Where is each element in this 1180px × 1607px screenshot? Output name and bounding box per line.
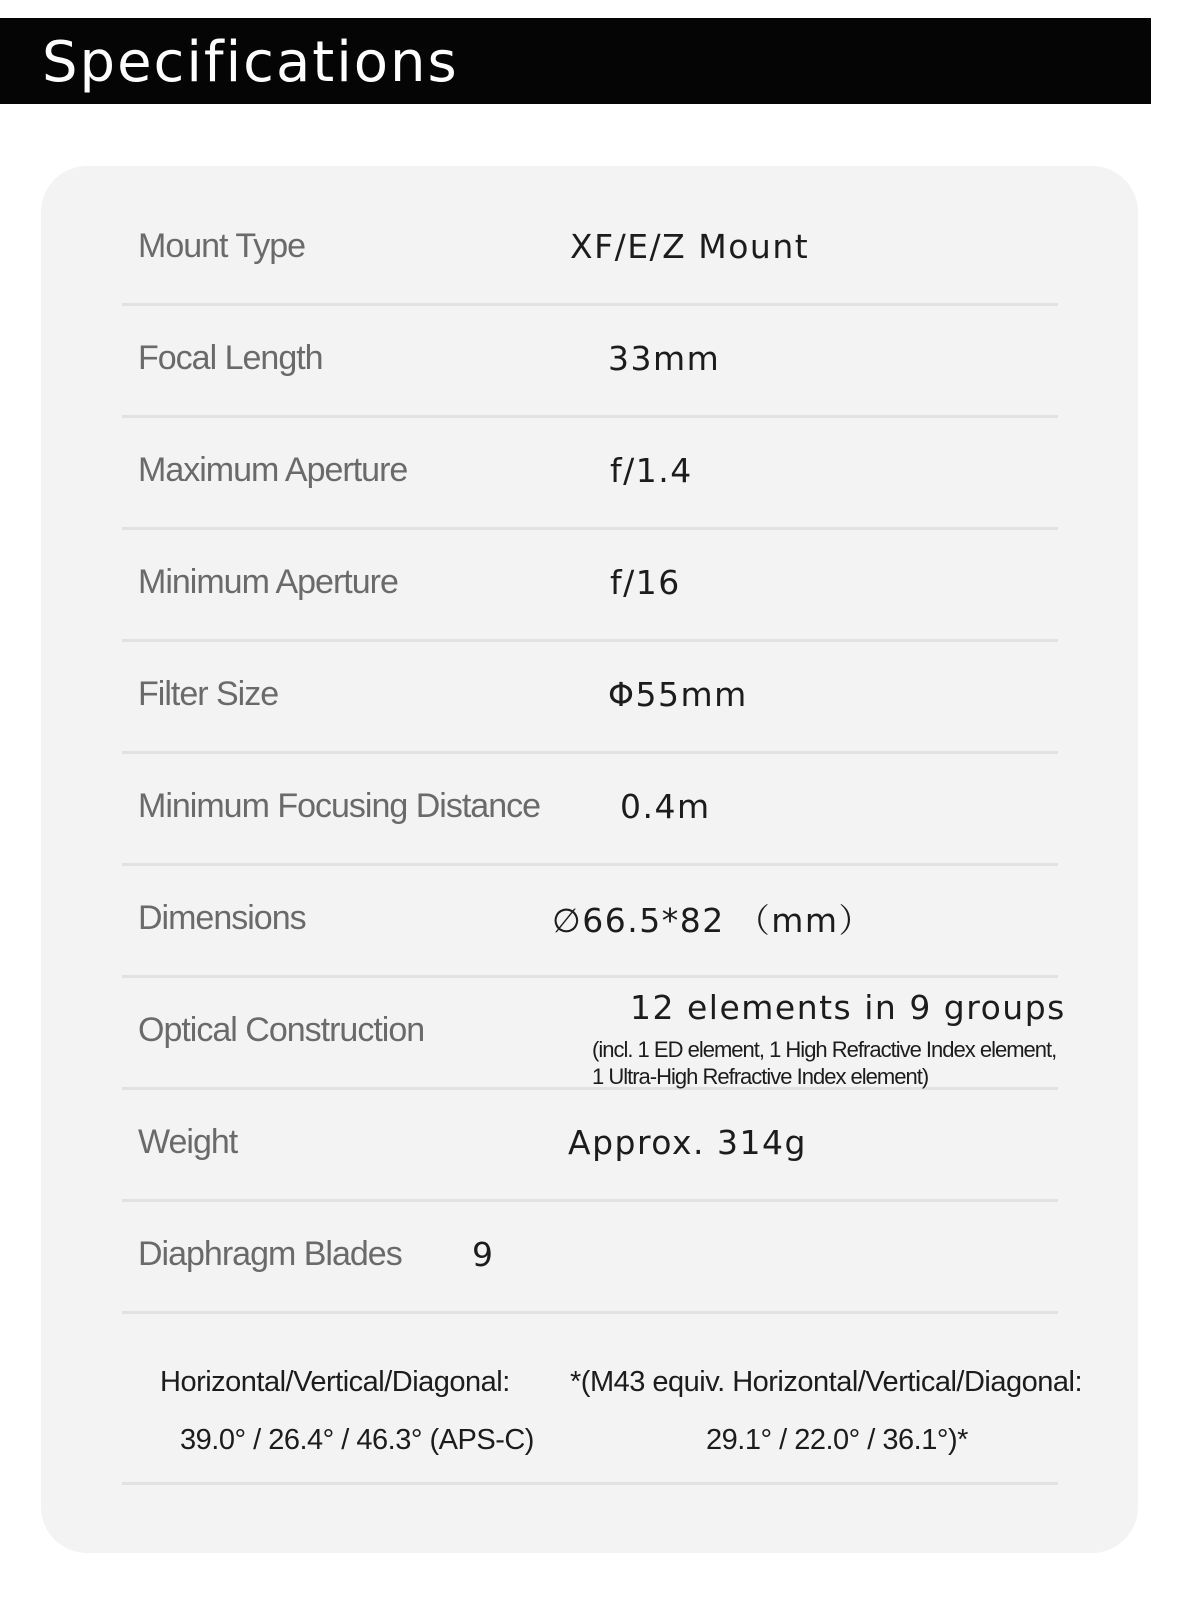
header-bar (0, 18, 1151, 104)
spec-value: 0.4m (620, 787, 711, 826)
spec-row-dimensions (122, 862, 1058, 978)
spec-label: Weight (138, 1123, 238, 1161)
spec-label: Minimum Aperture (138, 563, 398, 601)
spec-value: 12 elements in 9 groups (630, 988, 1066, 1027)
spec-label: Optical Construction (138, 1011, 425, 1049)
spec-label: Mount Type (138, 227, 306, 265)
page-title: Specifications (42, 30, 459, 95)
spec-row-mount-type (122, 190, 1058, 306)
spec-note-line: (incl. 1 ED element, 1 High Refractive Index element, (592, 1037, 1057, 1062)
spec-note (592, 1036, 1056, 1090)
spec-row-minimum-focusing-distance (122, 750, 1058, 866)
fov-aps-c-label: Horizontal/Vertical/Diagonal: (160, 1366, 510, 1398)
spec-row-focal-length (122, 302, 1058, 418)
spec-row-optical-construction (122, 974, 1066, 1090)
spec-value: 9 (472, 1235, 495, 1274)
spec-value: 33mm (608, 339, 721, 378)
spec-label: Minimum Focusing Distance (138, 787, 541, 825)
spec-value: Φ55mm (608, 675, 748, 714)
spec-row-maximum-aperture (122, 414, 1058, 530)
spec-value: f/16 (610, 563, 681, 602)
spec-value: ∅66.5*82 （mm） (552, 901, 873, 940)
spec-row-filter-size (122, 638, 1058, 754)
spec-label: Maximum Aperture (138, 451, 408, 489)
spec-label: Focal Length (138, 339, 323, 377)
spec-row-weight (122, 1086, 1058, 1202)
spec-row-minimum-aperture (122, 526, 1058, 642)
spec-value: XF/E/Z Mount (570, 227, 810, 266)
spec-row-diaphragm-blades (122, 1198, 1058, 1314)
fov-m43-values: 29.1° / 22.0° / 36.1°)* (706, 1424, 968, 1456)
spec-value: Approx. 314g (568, 1123, 807, 1162)
spec-value: f/1.4 (610, 451, 693, 490)
spec-label: Dimensions (138, 899, 306, 937)
fov-aps-c-values: 39.0° / 26.4° / 46.3° (APS-C) (180, 1424, 534, 1456)
spec-note-line: 1 Ultra-High Refractive Index element) (592, 1064, 929, 1089)
field-of-view-row (122, 1350, 1083, 1485)
fov-m43-label: *(M43 equiv. Horizontal/Vertical/Diagonal: (570, 1366, 1083, 1398)
spec-label: Diaphragm Blades (138, 1235, 402, 1273)
spec-label: Filter Size (138, 675, 279, 713)
